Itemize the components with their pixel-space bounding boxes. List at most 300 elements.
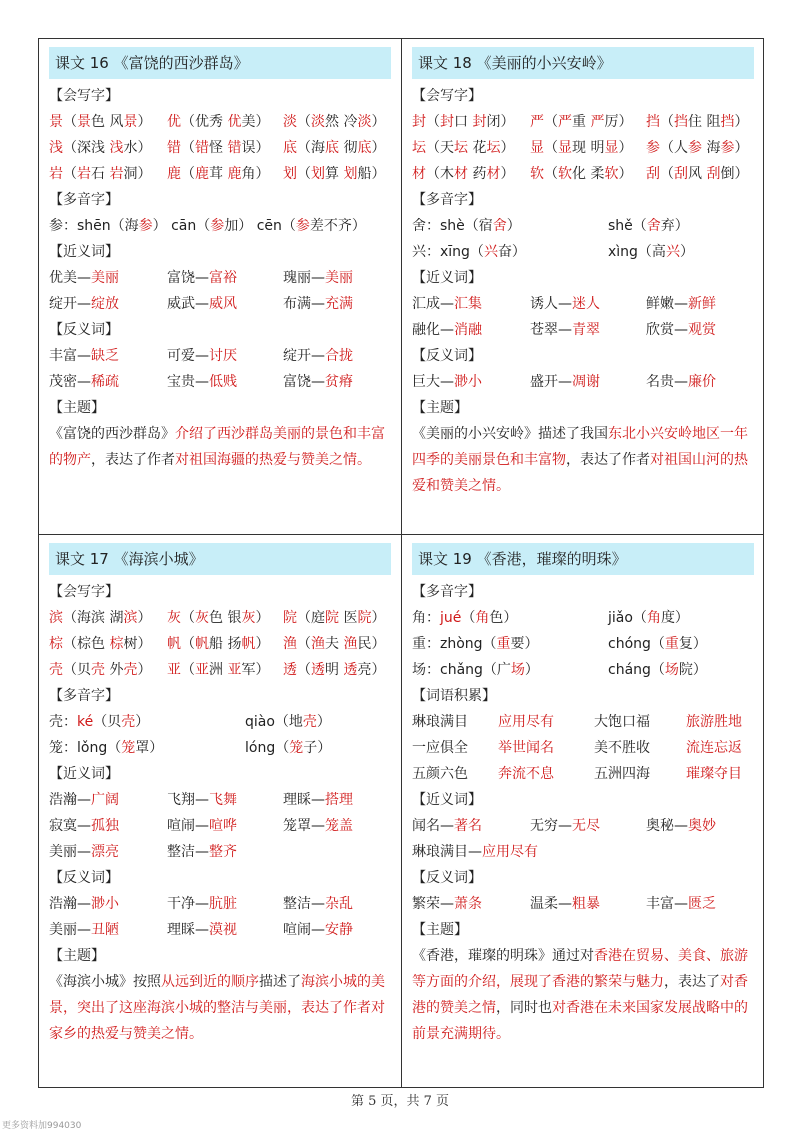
plain-text: 美）: [241, 114, 270, 130]
plain-text: 《海滨小城》按照: [49, 974, 161, 990]
plain-text: 盛开—: [530, 374, 572, 390]
lesson-title: 课文 17 《海滨小城》: [49, 543, 391, 575]
highlight-text: 孤独: [91, 818, 119, 834]
plain-text: 现 明: [572, 140, 605, 156]
polyphone-row: [49, 213, 391, 239]
plain-text: 丰富—: [49, 348, 91, 364]
plain-text: 住 阻: [688, 114, 721, 130]
entry: [167, 343, 237, 369]
entry: [412, 839, 538, 865]
highlight-text: 海滨小城的美景，突出了这座海滨小城的整洁与美丽: [49, 974, 385, 1016]
highlight-text: 棕: [109, 636, 124, 652]
highlight-text: 合拢: [325, 348, 353, 364]
highlight-text: 壳: [91, 662, 105, 678]
highlight-text: 贫瘠: [325, 374, 353, 390]
highlight-text: 参: [688, 140, 702, 156]
highlight-text: 富裕: [209, 270, 237, 286]
plain-text: 闭）: [486, 114, 515, 130]
highlight-text: 美丽: [91, 270, 119, 286]
highlight-text: 优: [167, 114, 181, 130]
highlight-text: 底: [357, 140, 372, 156]
highlight-text: 划: [311, 166, 325, 182]
entry: [283, 135, 385, 161]
lesson-title: 课文 16 《富饶的西沙群岛》: [49, 47, 391, 79]
highlight-text: 角: [475, 610, 490, 626]
section-antonyms: 【反义词】: [412, 870, 482, 886]
entry: [646, 109, 748, 135]
plain-text: chóng（: [608, 636, 665, 652]
highlight-text: 介绍了西沙群岛美丽的景色和丰富的物产: [49, 426, 385, 468]
entry: [49, 291, 119, 317]
plain-text: 可爱—: [167, 348, 209, 364]
entry: [412, 813, 482, 839]
plain-text: ）: [137, 114, 152, 130]
highlight-text: 充满: [325, 296, 353, 312]
lesson-18-card: [402, 39, 764, 499]
entry: [49, 369, 119, 395]
highlight-text: 景: [77, 114, 91, 130]
entry: [49, 657, 151, 683]
synonym-row: [49, 839, 391, 865]
highlight-text: 丑陋: [91, 922, 119, 938]
plain-text: 夫: [325, 636, 344, 652]
theme-text: [49, 421, 391, 473]
plain-text: （: [181, 662, 195, 678]
highlight-text: 帆: [195, 636, 209, 652]
plain-text: （: [461, 610, 476, 626]
synonym-row: [412, 317, 754, 343]
entry: [283, 265, 353, 291]
highlight-text: 应用尽有: [482, 844, 538, 860]
highlight-text: 笼: [121, 740, 136, 756]
plain-text: ）: [255, 636, 270, 652]
plain-text: 倒）: [720, 166, 749, 182]
plain-text: 奋）: [497, 244, 526, 260]
highlight-text: 消融: [454, 322, 482, 338]
plain-text: 重：zhòng（: [412, 636, 497, 652]
entry: [412, 161, 514, 187]
highlight-text: 漂亮: [91, 844, 119, 860]
plain-text: 鲜嫩—: [646, 296, 688, 312]
entry: [530, 161, 632, 187]
highlight-text: 刮: [674, 166, 688, 182]
entry: [49, 735, 163, 761]
polyphone-row: [412, 631, 754, 657]
highlight-text: 应用尽有: [498, 714, 554, 730]
entry: [49, 709, 149, 735]
plain-text: 富饶—: [167, 270, 209, 286]
plain-text: 子）: [303, 740, 332, 756]
antonym-row: [49, 917, 391, 943]
entry: [167, 161, 269, 187]
highlight-text: 帆: [167, 636, 181, 652]
highlight-text: 角: [646, 610, 661, 626]
highlight-text: 院: [357, 610, 372, 626]
section-vocabulary: 【词语积累】: [412, 688, 496, 704]
plain-text: 笼罩—: [283, 818, 325, 834]
plain-text: （深浅: [63, 140, 110, 156]
highlight-text: 渔: [343, 636, 358, 652]
plain-text: 威武—: [167, 296, 209, 312]
page-footer: 第 5 页，共 7 页: [350, 1094, 450, 1109]
entry: [49, 631, 151, 657]
plain-text: 理睬—: [167, 922, 209, 938]
plain-text: （: [297, 166, 311, 182]
section-antonyms: 【反义词】: [412, 348, 482, 364]
highlight-text: 汇集: [454, 296, 482, 312]
polyphone-row: [49, 709, 391, 735]
entry: [646, 813, 716, 839]
plain-text: 口: [454, 114, 473, 130]
highlight-text: 浅: [49, 140, 63, 156]
plain-text: 度）: [660, 610, 689, 626]
highlight-text: 灰: [241, 610, 256, 626]
plain-text: 《香港，璀璨的明珠》通过对: [412, 948, 594, 964]
highlight-text: 底: [325, 140, 339, 156]
entry: [49, 917, 119, 943]
plain-text: 欣赏—: [646, 322, 688, 338]
highlight-text: 渺小: [454, 374, 482, 390]
entry: [167, 135, 269, 161]
highlight-text: 错: [227, 140, 242, 156]
highlight-text: 封: [412, 114, 426, 130]
highlight-text: 讨厌: [209, 348, 237, 364]
highlight-text: 棕: [49, 636, 63, 652]
entry: [412, 135, 514, 161]
entry: [646, 135, 748, 161]
plain-text: xìng（高: [608, 244, 666, 260]
plain-text: 色 风: [91, 114, 124, 130]
section-polyphone: 【多音字】: [412, 192, 482, 208]
plain-text: 绽开—: [283, 348, 325, 364]
section-write: 【会写字】: [49, 584, 119, 600]
plain-text: （木: [426, 166, 454, 182]
highlight-text: 壳: [121, 714, 136, 730]
plain-text: 理睬—: [283, 792, 325, 808]
highlight-text: 肮脏: [209, 896, 237, 912]
section-synonyms: 【近义词】: [412, 270, 482, 286]
highlight-text: 漠视: [209, 922, 237, 938]
section-synonyms: 【近义词】: [49, 766, 119, 782]
highlight-text: 对香港的赞美之情: [412, 974, 748, 1016]
synonym-row: [49, 291, 391, 317]
plain-text: shě（: [608, 218, 647, 234]
highlight-text: 渔: [283, 636, 297, 652]
highlight-text: 亚: [167, 662, 181, 678]
highlight-text: 亚: [227, 662, 242, 678]
plain-text: 琳琅满目: [412, 714, 468, 730]
highlight-text: 错: [195, 140, 209, 156]
plain-text: 汇成—: [412, 296, 454, 312]
entry: [646, 369, 716, 395]
plain-text: （: [660, 114, 674, 130]
highlight-text: 灰: [195, 610, 209, 626]
plain-text: 五颜六色: [412, 766, 468, 782]
section-synonyms: 【近义词】: [49, 244, 119, 260]
entry: [530, 135, 632, 161]
plain-text: 优美—: [49, 270, 91, 286]
write-row: [49, 657, 391, 683]
theme-text: [49, 969, 391, 1047]
plain-text: 美丽—: [49, 844, 91, 860]
plain-text: ）: [371, 140, 386, 156]
plain-text: 色）: [489, 610, 518, 626]
polyphone-row: [49, 735, 391, 761]
highlight-text: 匮乏: [688, 896, 716, 912]
highlight-text: 飞舞: [209, 792, 237, 808]
theme-text: [412, 943, 754, 1047]
plain-text: 参：shēn（海: [49, 218, 139, 234]
highlight-text: 安静: [325, 922, 353, 938]
highlight-text: 整齐: [209, 844, 237, 860]
plain-text: 飞翔—: [167, 792, 209, 808]
plain-text: ，表达了作者: [566, 452, 650, 468]
antonym-row: [49, 891, 391, 917]
highlight-text: 优: [227, 114, 242, 130]
write-row: [412, 135, 754, 161]
entry: [167, 839, 237, 865]
highlight-text: 坛: [486, 140, 501, 156]
entry: [49, 161, 151, 187]
plain-text: ）: [618, 166, 633, 182]
highlight-text: 从远到近的顺序: [161, 974, 259, 990]
plain-text: ）: [371, 114, 386, 130]
entry: [412, 631, 539, 657]
highlight-text: 参: [720, 140, 735, 156]
plain-text: （: [297, 636, 311, 652]
plain-text: 苍翠—: [530, 322, 572, 338]
plain-text: 复）: [678, 636, 707, 652]
highlight-text: 划: [343, 166, 358, 182]
highlight-text: 著名: [454, 818, 482, 834]
entry: [412, 213, 521, 239]
plain-text: 误）: [241, 140, 270, 156]
entry: [608, 239, 694, 265]
lesson-title: 课文 18 《美丽的小兴安岭》: [412, 47, 754, 79]
entry: [167, 265, 237, 291]
plain-text: （: [181, 610, 195, 626]
plain-text: 《美丽的小兴安岭》描述了我国: [412, 426, 608, 442]
entry: [283, 657, 385, 683]
entry: [283, 917, 353, 943]
write-row: [49, 631, 391, 657]
section-polyphone: 【多音字】: [412, 584, 482, 600]
highlight-text: 搭理: [325, 792, 353, 808]
plain-text: 大饱口福: [594, 714, 650, 730]
plain-text: 差不齐）: [309, 218, 366, 234]
highlight-text: 流连忘返: [686, 740, 742, 756]
plain-text: 水）: [123, 140, 152, 156]
plain-text: （优秀: [181, 114, 228, 130]
plain-text: （: [63, 114, 77, 130]
highlight-text: 材: [454, 166, 468, 182]
entry: [283, 291, 353, 317]
plain-text: 色 银: [209, 610, 242, 626]
highlight-text: 划: [283, 166, 297, 182]
plain-text: 角：: [412, 610, 440, 626]
plain-text: 繁荣—: [412, 896, 454, 912]
plain-text: ）: [316, 714, 331, 730]
plain-text: 喧闹—: [167, 818, 209, 834]
highlight-text: 粗暴: [572, 896, 600, 912]
entry: [283, 787, 353, 813]
section-theme: 【主题】: [49, 948, 105, 964]
plain-text: ，表达了: [664, 974, 720, 990]
highlight-text: 低贱: [209, 374, 237, 390]
highlight-text: 透: [343, 662, 358, 678]
plain-text: （: [544, 166, 558, 182]
entry: [608, 213, 689, 239]
lesson-17-card: [39, 535, 401, 1047]
entry: [49, 109, 151, 135]
highlight-text: ké: [77, 714, 94, 730]
plain-text: 诱人—: [530, 296, 572, 312]
plain-text: 船）: [357, 166, 386, 182]
entry: [283, 161, 385, 187]
page-grid: [38, 38, 764, 1088]
highlight-text: 景: [49, 114, 63, 130]
highlight-text: 鹿: [227, 166, 242, 182]
entry: [283, 891, 353, 917]
plain-text: （: [181, 140, 195, 156]
plain-text: 整洁—: [167, 844, 209, 860]
plain-text: 算: [325, 166, 344, 182]
highlight-text: 重: [664, 636, 679, 652]
highlight-text: 透: [283, 662, 297, 678]
plain-text: 寂寞—: [49, 818, 91, 834]
plain-text: 角）: [241, 166, 270, 182]
write-row: [412, 161, 754, 187]
plain-text: ，表达了作者: [91, 452, 175, 468]
highlight-text: 对祖国山河的热爱和赞美之情。: [412, 452, 748, 494]
plain-text: 《富饶的西沙群岛》: [49, 426, 175, 442]
highlight-text: 挡: [720, 114, 735, 130]
plain-text: ）: [500, 166, 515, 182]
antonym-row: [49, 343, 391, 369]
plain-text: ） cān（: [152, 218, 211, 234]
entry: [530, 891, 600, 917]
entry: [167, 291, 237, 317]
highlight-text: 广阔: [91, 792, 119, 808]
lesson-16-card: [39, 39, 401, 473]
entry: [49, 787, 119, 813]
highlight-text: 稀疏: [91, 374, 119, 390]
write-row: [49, 109, 391, 135]
write-row: [49, 605, 391, 631]
entry: [530, 291, 600, 317]
plain-text: （: [544, 140, 558, 156]
highlight-text: 渔: [311, 636, 325, 652]
plain-text: 浩瀚—: [49, 896, 91, 912]
plain-text: 军）: [241, 662, 270, 678]
vocabulary-row: [412, 709, 754, 735]
plain-text: ）: [679, 244, 694, 260]
plain-text: ）: [255, 610, 270, 626]
highlight-text: 香港在贸易、美食、旅游等方面的介绍，展现了香港的繁荣与魅力: [412, 948, 748, 990]
entry: [283, 605, 385, 631]
highlight-text: 参: [210, 218, 225, 234]
highlight-text: 廉价: [688, 374, 716, 390]
section-polyphone: 【多音字】: [49, 688, 119, 704]
plain-text: 船 扬: [209, 636, 242, 652]
plain-text: （: [297, 114, 311, 130]
highlight-text: 迷人: [572, 296, 600, 312]
entry: [167, 109, 269, 135]
highlight-text: jué: [440, 610, 462, 626]
highlight-text: 凋谢: [572, 374, 600, 390]
section-polyphone: 【多音字】: [49, 192, 119, 208]
plain-text: 院）: [678, 662, 707, 678]
highlight-text: 杂乱: [325, 896, 353, 912]
plain-text: 奥秘—: [646, 818, 688, 834]
entry: [412, 109, 514, 135]
plain-text: 厉）: [604, 114, 633, 130]
highlight-text: 透: [311, 662, 325, 678]
highlight-text: 刮: [646, 166, 660, 182]
vocabulary-row: [412, 761, 754, 787]
plain-text: 海: [702, 140, 721, 156]
section-theme: 【主题】: [49, 400, 105, 416]
plain-text: 琳琅满目—: [412, 844, 482, 860]
entry: [646, 317, 716, 343]
plain-text: 茂密—: [49, 374, 91, 390]
highlight-text: 鹿: [167, 166, 181, 182]
highlight-text: 软: [604, 166, 619, 182]
plain-text: 洲: [209, 662, 228, 678]
highlight-text: 帆: [241, 636, 256, 652]
plain-text: 富饶—: [283, 374, 325, 390]
plain-text: 场：chǎng（广: [412, 662, 511, 678]
entry: [530, 369, 600, 395]
plain-text: 化 柔: [572, 166, 605, 182]
section-write: 【会写字】: [49, 88, 119, 104]
plain-text: （庭: [297, 610, 325, 626]
highlight-text: 兴: [665, 244, 680, 260]
plain-text: （: [544, 114, 558, 130]
entry: [646, 161, 748, 187]
plain-text: 重: [572, 114, 591, 130]
highlight-text: 浅: [109, 140, 124, 156]
polyphone-row: [412, 605, 754, 631]
plain-text: ）: [135, 714, 150, 730]
plain-text: 树）: [123, 636, 152, 652]
plain-text: ）: [137, 662, 152, 678]
plain-text: 壳：: [49, 714, 77, 730]
highlight-text: 对香港在未来国家发展战略中的前景充满期待。: [412, 1000, 748, 1042]
plain-text: （贝: [63, 662, 91, 678]
highlight-text: 对祖国海疆的热爱与赞美之情。: [175, 452, 371, 468]
highlight-text: 封: [440, 114, 454, 130]
plain-text: 怪: [209, 140, 228, 156]
watermark: 更多资料加994030: [2, 1121, 82, 1131]
write-row: [49, 161, 391, 187]
highlight-text: 刮: [706, 166, 721, 182]
entry: [49, 135, 151, 161]
plain-text: 明: [325, 662, 344, 678]
plain-text: 民）: [357, 636, 386, 652]
highlight-text: 参: [646, 140, 660, 156]
highlight-text: 绽放: [91, 296, 119, 312]
highlight-text: 观赏: [688, 322, 716, 338]
highlight-text: 显: [558, 140, 572, 156]
highlight-text: 奔流不息: [498, 766, 554, 782]
highlight-text: 亚: [195, 662, 209, 678]
synonym-row: [412, 813, 754, 839]
entry: [412, 657, 539, 683]
highlight-text: 院: [283, 610, 297, 626]
highlight-text: 威风: [209, 296, 237, 312]
entry: [283, 369, 353, 395]
